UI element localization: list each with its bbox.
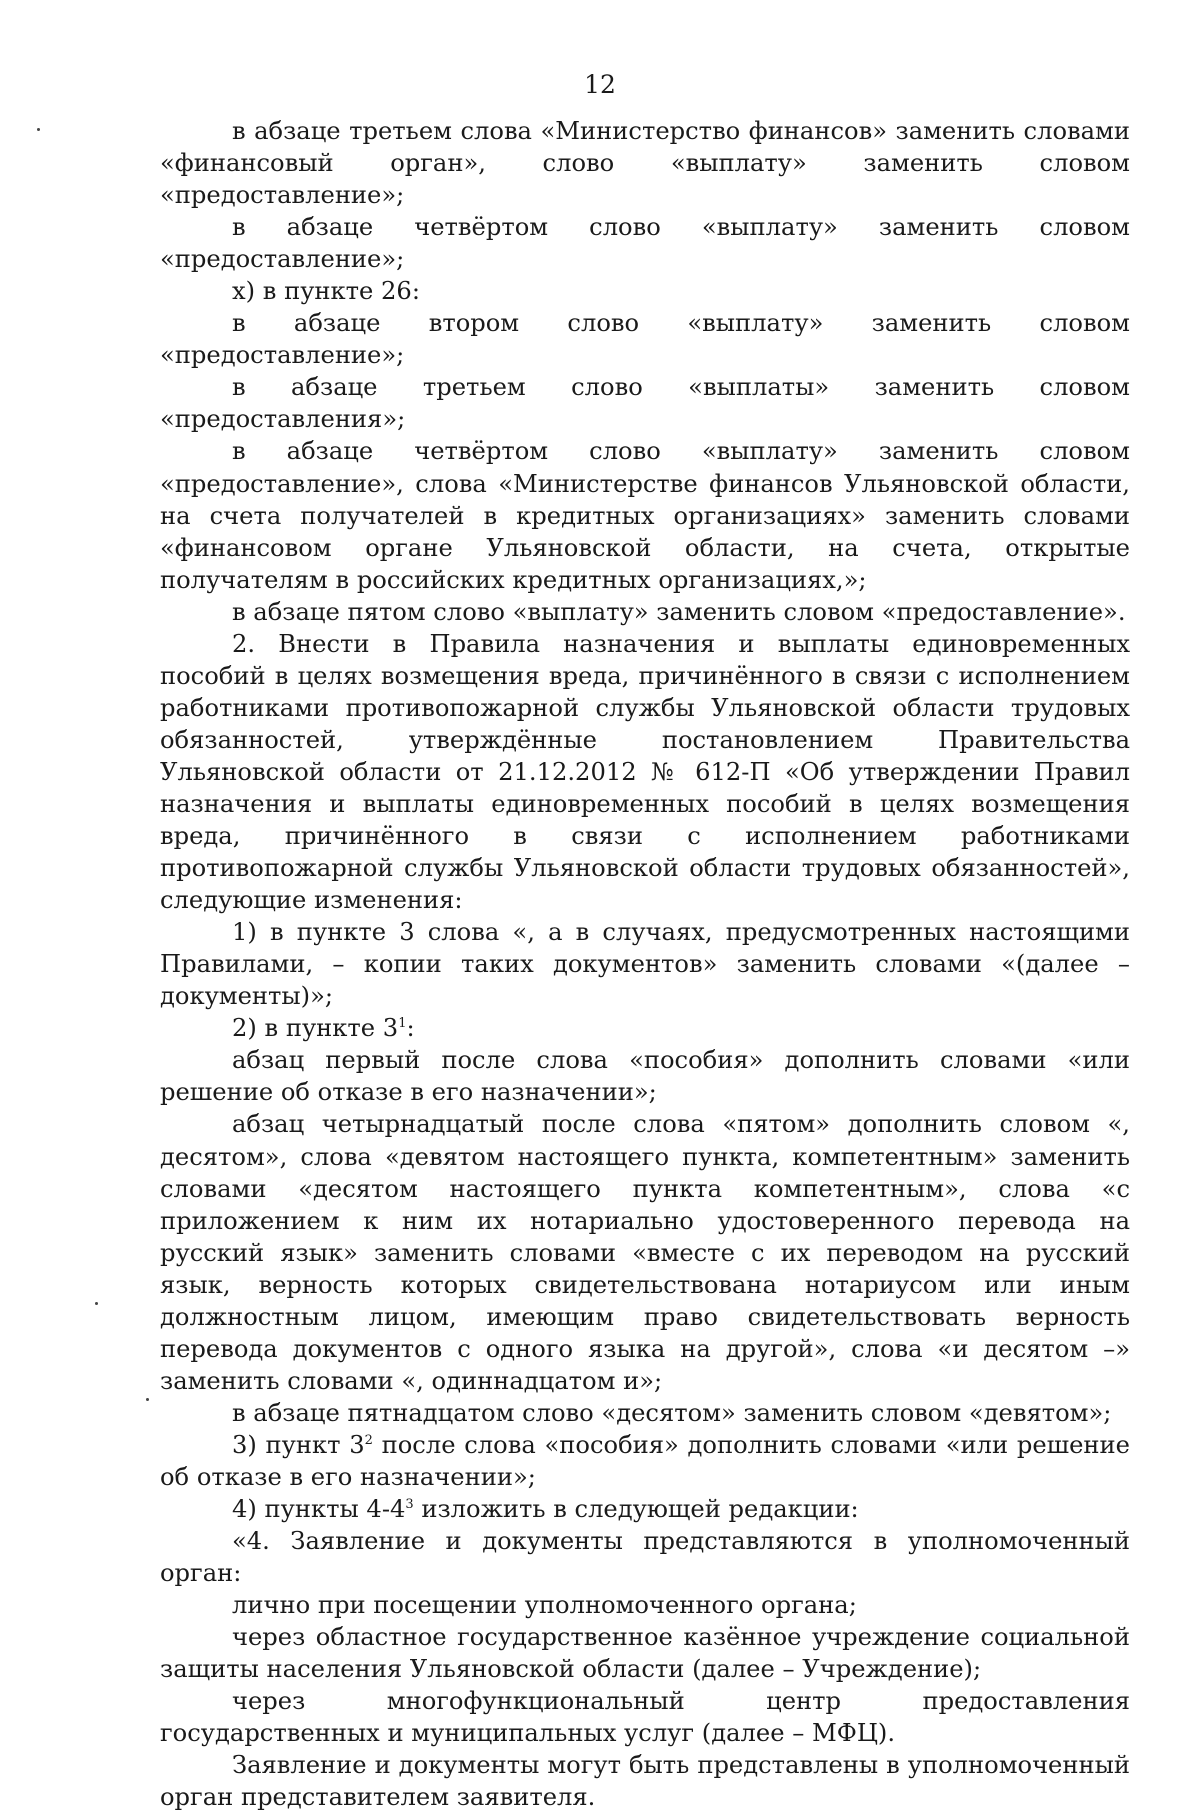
section-2: 2. Внести в Правила назначения и выплаты единовременных пособий в целях возмещения вреда, причинённого в связи с исполнением работниками противопожарной службы Ульяновской области трудовых обязанностей, утверждённые постановлением Правительства Ульяновской области от 21.12.2012 № 612-П «Об утверждении Правил назначения и выплаты единовременных пособий в целях возмещения вреда, причинённого в связи с исполнением работниками противопожарной службы Ульяновской области трудовых обязанностей», следующие изменения: [160,629,1130,915]
item-4-prefix: 4) пункты 4-4 [232,1495,406,1524]
item-3-suffix: после слова «пособия» дополнить словами «или решение об отказе в его назначении»; [160,1430,1130,1491]
item-4-sup: 3 [405,1496,414,1512]
paragraph: в абзаце третьем слова «Министерство финансов» заменить словами «финансовый орган», слово «выплату» заменить словом «предоставление»; [160,117,1130,210]
paragraph: в абзаце втором слово «выплату» заменить словом «предоставление»; [160,309,1130,370]
paragraph: в абзаце четвёртом слово «выплату» заменить словом «предоставление», слова «Министерстве финансов Ульяновской области, на счета получателей в кредитных организациях» заменить словами «финансовом органе Ульяновской области, на счета, открытые получателям в российских кредитных организациях,»; [160,437,1130,594]
item-1: 1) в пункте 3 слова «, а в случаях, предусмотренных настоящими Правилами, – копии таких документов» заменить словами «(далее – документы)»; [160,918,1130,1011]
item-2-sup: 1 [398,1016,407,1032]
paragraph: лично при посещении уполномоченного органа; [232,1591,857,1620]
paragraph: абзац четырнадцатый после слова «пятом» дополнить словом «, десятом», слова «девятом настоящего пункта, компетентным» заменить словами «десятом настоящего пункта компетентным», слова «с приложением к ним их нотариально удостоверенного перевода на русский язык» заменить словами «вместе с их переводом на русский язык, верность которых свидетельствована нотариусом или иным должностным лицом, имеющим право свидетельствовать верность перевода документов с одного языка на другой», слова «и десятом –» заменить словами «, одиннадцатом и»; [160,1110,1130,1395]
list-item-x: х) в пункте 26: [232,277,420,306]
paragraph: в абзаце пятом слово «выплату» заменить словом «предоставление». [232,597,1126,626]
paragraph: в абзаце третьем слово «выплаты» заменить словом «предоставления»; [160,373,1130,434]
paragraph: в абзаце четвёртом слово «выплату» заменить словом «предоставление»; [160,213,1130,274]
item-3-prefix: 3) пункт 3 [232,1430,365,1459]
paragraph: абзац первый после слова «пособия» дополнить словами «или решение об отказе в его назначении»; [160,1046,1130,1107]
scan-mark [95,1302,98,1305]
item-2-suffix: : [406,1014,415,1043]
paragraph: через многофункциональный центр предоставления государственных и муниципальных услуг (далее – МФЦ). [160,1687,1130,1748]
item-4-suffix: изложить в следующей редакции: [413,1495,859,1524]
item-4 [160,1493,1130,1525]
paragraph: Заявление и документы могут быть представлены в уполномоченный орган представителем заявителя. [160,1751,1130,1812]
paragraph: «4. Заявление и документы представляются в уполномоченный орган: [160,1527,1130,1588]
scan-mark [37,128,40,131]
item-2-prefix: 2) в пункте 3 [232,1014,399,1043]
paragraph: через областное государственное казённое учреждение социальной защиты населения Ульяновской области (далее – Учреждение); [160,1623,1130,1684]
item-2 [160,1012,1130,1044]
item-3-sup: 2 [364,1432,373,1448]
paragraph: в абзаце пятнадцатом слово «десятом» заменить словом «девятом»; [232,1398,1112,1427]
page-number: 12 [584,70,616,99]
document-body [160,115,1130,1813]
item-3 [160,1429,1130,1493]
scan-mark [146,1398,149,1401]
